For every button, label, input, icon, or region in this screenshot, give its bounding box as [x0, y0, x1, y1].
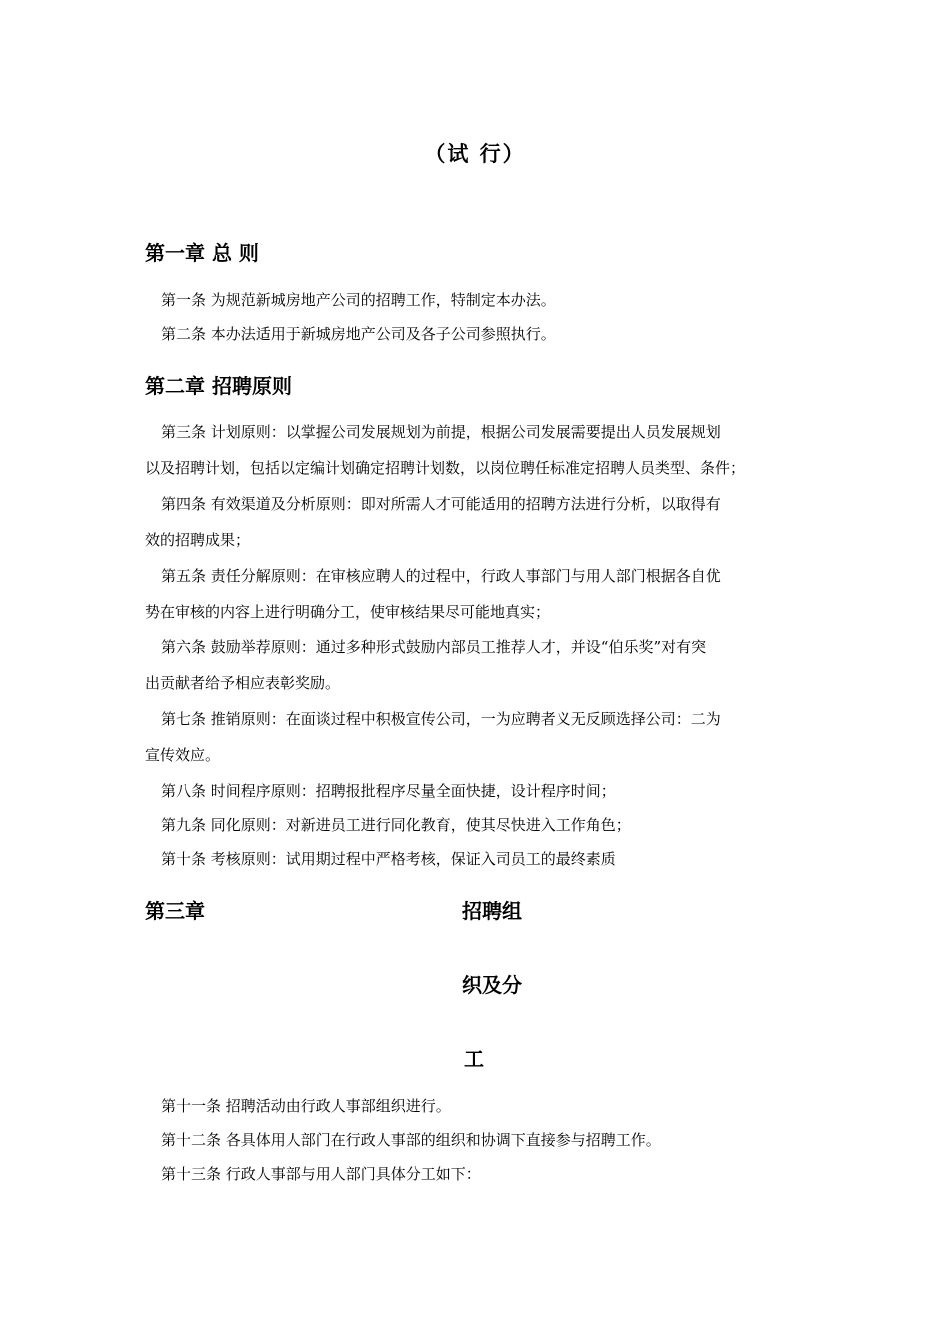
article-4-line-2: 效的招聘成果；: [145, 531, 251, 549]
article-2: 第二条 本办法适用于新城房地产公司及各子公司参照执行。: [161, 325, 556, 343]
article-5-line-2: 势在审核的内容上进行明确分工，使审核结果尽可能地真实；: [145, 603, 551, 621]
article-10: 第十条 考核原则：试用期过程中严格考核，保证入司员工的最终素质: [161, 850, 616, 868]
article-7-line-2: 宣传效应。: [145, 746, 221, 764]
chapter-3-label: 第三章: [145, 899, 205, 923]
chapter-2-heading: 第二章 招聘原则: [145, 374, 292, 398]
article-13: 第十三条 行政人事部与用人部门具体分工如下：: [161, 1165, 481, 1183]
article-5-line-1: 第五条 责任分解原则：在审核应聘人的过程中，行政人事部门与用人部门根据各自优: [161, 567, 721, 585]
chapter-3-title-line-2: 织及分: [462, 973, 522, 997]
article-1: 第一条 为规范新城房地产公司的招聘工作，特制定本办法。: [161, 291, 556, 309]
chapter-1-heading: 第一章 总 则: [145, 241, 259, 265]
chapter-3-title-line-1: 招聘组: [462, 899, 522, 923]
article-12: 第十二条 各具体用人部门在行政人事部的组织和协调下直接参与招聘工作。: [161, 1131, 661, 1149]
article-7-line-1: 第七条 推销原则：在面谈过程中积极宣传公司，一为应聘者义无反顾选择公司：二为: [161, 710, 721, 728]
article-6-line-2: 出贡献者给予相应表彰奖励。: [145, 674, 341, 692]
document-subtitle: （试 行）: [424, 141, 526, 166]
article-11: 第十一条 招聘活动由行政人事部组织进行。: [161, 1097, 451, 1115]
article-4-line-1: 第四条 有效渠道及分析原则：即对所需人才可能适用的招聘方法进行分析，以取得有: [161, 495, 721, 513]
article-8: 第八条 时间程序原则：招聘报批程序尽量全面快捷，设计程序时间；: [161, 782, 616, 800]
article-6-line-1: 第六条 鼓励举荐原则：通过多种形式鼓励内部员工推荐人才，并设“伯乐奖”对有突: [161, 638, 707, 656]
chapter-3-title-line-3: 工: [464, 1047, 484, 1071]
article-3-line-1: 第三条 计划原则：以掌握公司发展规划为前提，根据公司发展需要提出人员发展规划: [161, 423, 721, 441]
article-3-line-2: 以及招聘计划，包括以定编计划确定招聘计划数，以岗位聘任标准定招聘人员类型、条件；: [145, 459, 746, 477]
article-9: 第九条 同化原则：对新进员工进行同化教育，使其尽快进入工作角色；: [161, 816, 631, 834]
